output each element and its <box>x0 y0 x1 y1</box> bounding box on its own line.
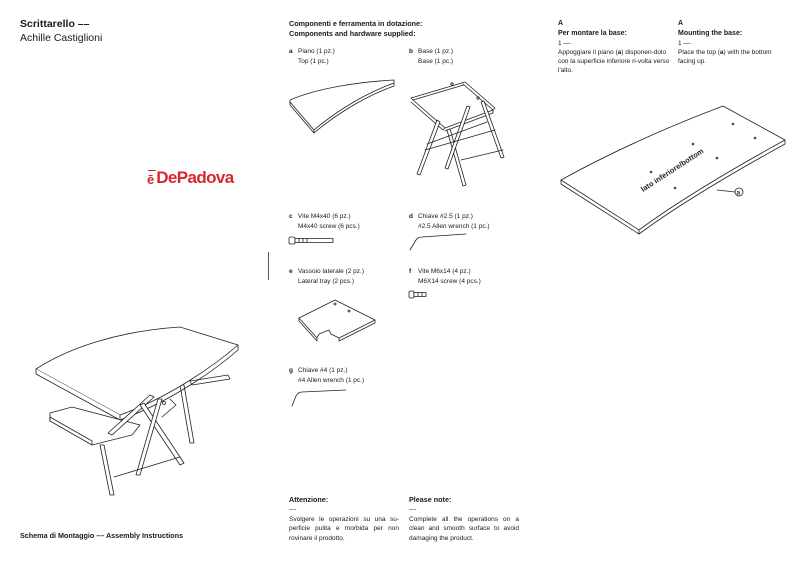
part-g: g Chiave #4 (1 pz.) #4 Allen wrench (1 pc.) <box>289 367 365 384</box>
surface-label: lato inferiore/bottom <box>639 146 706 194</box>
part-e-tray-illustration <box>289 290 381 346</box>
part-e: e Vassoio laterale (2 pz.) Lateral tray (2 pcs.) <box>289 268 364 285</box>
note-english: Please note: –– Complete all the operations on a clean and smooth surface to avoid damaging the product. <box>409 495 519 542</box>
document-footer: Schema di Montaggio –– Assembly Instructions <box>20 531 184 540</box>
part-c-screw-illustration <box>289 236 335 246</box>
brand-mark: ē <box>147 172 155 187</box>
part-a-top-illustration <box>288 78 398 138</box>
part-a: a Piano (1 pz.) Top (1 pc.) <box>289 48 335 65</box>
components-heading: Componenti e ferramenta in dotazione: Components and hardware supplied: <box>289 19 423 38</box>
part-d-allen-wrench-illustration <box>408 232 468 254</box>
callout-a: a <box>736 189 741 197</box>
brand-logo <box>147 169 234 186</box>
step-a-english: A Mounting the base: 1 –– Place the top (a) with the bottom facing up. <box>678 20 772 65</box>
designer-name: Achille Castiglioni <box>20 32 103 44</box>
step-a-italian: A Per montare la base: 1 –– Appoggiare il piano (a) disponen-dolo con la superficie inferiore ri-volta verso l'alto. <box>558 20 670 74</box>
product-title: Scrittarello –– <box>20 18 90 30</box>
assembled-desk-illustration <box>30 325 260 505</box>
part-d: d Chiave #2.5 (1 pz.) #2.5 Allen wrench (1 pc.) <box>409 213 490 230</box>
part-f: f Vite M6x14 (4 pz.) M6X14 screw (4 pcs.) <box>409 268 481 285</box>
part-b: b Base (1 pz.) Base (1 pc.) <box>409 48 454 65</box>
section-divider <box>268 252 269 280</box>
step-a-top-diagram <box>555 100 795 240</box>
part-f-screw-illustration <box>409 290 429 300</box>
part-b-base-illustration <box>405 70 515 200</box>
part-c: c Vite M4x40 (6 pz.) M4x40 screw (6 pcs.) <box>289 213 360 230</box>
brand-name: DePadova <box>156 168 234 187</box>
part-g-allen-wrench-illustration <box>288 386 350 412</box>
note-italian: Attenzione: –– Svolgere le operazioni su una su-perficie pulita e morbida per non rovinare il prodotto. <box>289 495 399 542</box>
